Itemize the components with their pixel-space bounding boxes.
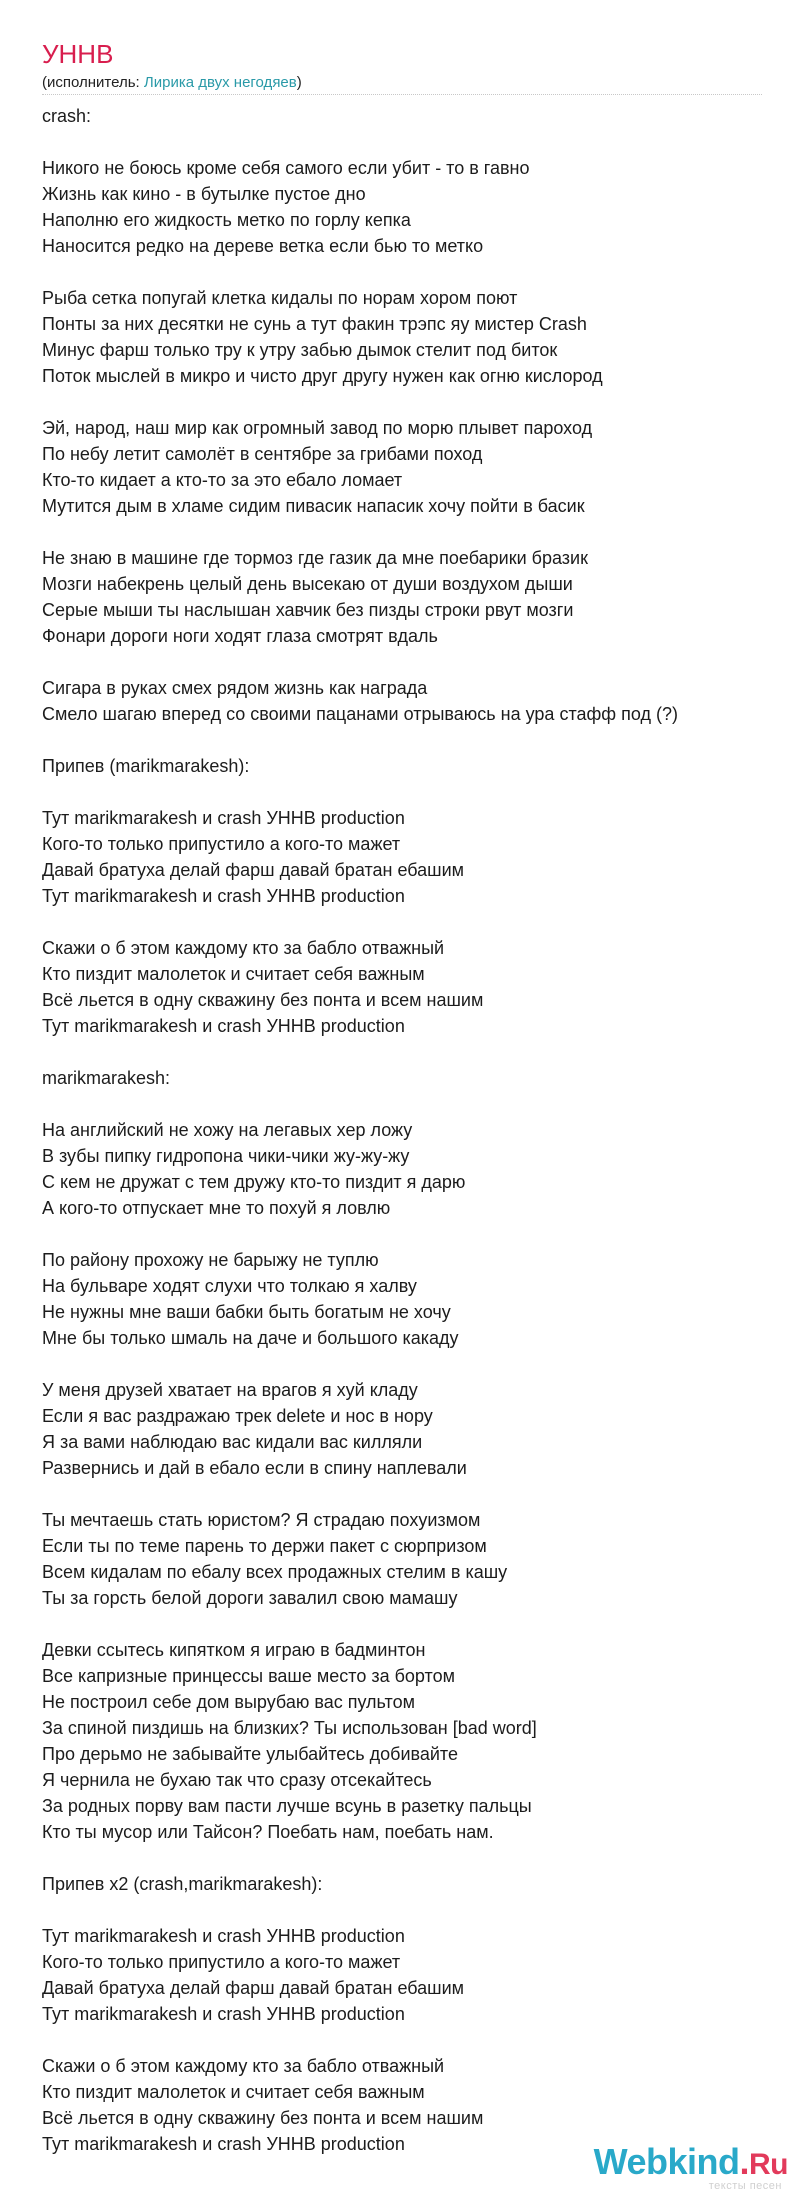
lyric-line: Понты за них десятки не сунь а тут факин трэпс яу мистер Crash <box>42 314 587 334</box>
lyric-blank-line <box>42 909 762 935</box>
lyric-line: Сигара в руках смех рядом жизнь как награда <box>42 678 428 698</box>
song-title: УННВ <box>42 39 114 69</box>
lyric-blank-line <box>42 1897 762 1923</box>
lyric-line: Если я вас раздражаю трек delete и нос в нору <box>42 1406 433 1426</box>
lyric-line: Развернись и дай в ебало если в спину наплевали <box>42 1458 467 1478</box>
lyric-line: Кто пиздит малолеток и считает себя важным <box>42 964 425 984</box>
logo-subtitle: тексты песен <box>708 2180 782 2192</box>
logo-kind: kind <box>667 2141 740 2182</box>
lyric-blank-line <box>42 129 762 155</box>
lyric-blank-line <box>42 1845 762 1871</box>
lyric-line: Минус фарш только тру к утру забью дымок стелит под биток <box>42 340 558 360</box>
lyric-line: Кого-то только припустило а кого-то мажет <box>42 1952 401 1972</box>
lyric-line: Не нужны мне ваши бабки быть богатым не хочу <box>42 1302 451 1322</box>
lyric-line: Тут marikmarakesh и crash УННВ production <box>42 886 405 906</box>
lyric-line: Жизнь как кино - в бутылке пустое дно <box>42 184 366 204</box>
lyric-blank-line <box>42 389 762 415</box>
lyric-blank-line <box>42 1351 762 1377</box>
lyric-line: Эй, народ, наш мир как огромный завод по морю плывет пароход <box>42 418 593 438</box>
artist-line <box>42 73 302 93</box>
lyric-line: Поток мыслей в микро и чисто друг другу нужен как огню кислород <box>42 366 603 386</box>
lyric-line: С кем не дружат с тем дружу кто-то пиздит я дарю <box>42 1172 466 1192</box>
lyric-line: Все капризные принцессы ваше место за бортом <box>42 1666 455 1686</box>
divider <box>42 94 762 95</box>
lyric-blank-line <box>42 1091 762 1117</box>
lyric-blank-line <box>42 1481 762 1507</box>
lyric-line: Скажи о б этом каждому кто за бабло отважный <box>42 2056 445 2076</box>
artist-suffix: ) <box>296 74 302 91</box>
lyric-blank-line <box>42 2027 762 2053</box>
lyric-line: crash: <box>42 106 92 126</box>
lyric-line: Мозги набекрень целый день высекаю от души воздухом дыши <box>42 574 573 594</box>
lyric-line: Я за вами наблюдаю вас кидали вас килляли <box>42 1432 423 1452</box>
lyric-line: Не построил себе дом вырубаю вас пультом <box>42 1692 415 1712</box>
lyric-blank-line <box>42 259 762 285</box>
logo-ru: Ru <box>749 2148 788 2181</box>
lyric-line: По небу летит самолёт в сентябре за грибами поход <box>42 444 483 464</box>
lyric-line: Рыба сетка попугай клетка кидалы по норам хором поют <box>42 288 518 308</box>
lyric-blank-line <box>42 1611 762 1637</box>
lyric-line: Не знаю в машине где тормоз где газик да мне поебарики бразик <box>42 548 588 568</box>
lyric-line: Я чернила не бухаю так что сразу отсекайтесь <box>42 1770 432 1790</box>
lyric-line: Кто-то кидает а кто-то за это ебало ломает <box>42 470 403 490</box>
lyric-line: На бульваре ходят слухи что толкаю я халву <box>42 1276 417 1296</box>
lyric-line: Тут marikmarakesh и crash УННВ production <box>42 1016 405 1036</box>
lyric-line: Серые мыши ты наслышан хавчик без пизды строки рвут мозги <box>42 600 574 620</box>
lyric-line: Наполню его жидкость метко по горлу кепка <box>42 210 411 230</box>
lyric-line: Всё льется в одну скважину без понта и всем нашим <box>42 990 484 1010</box>
lyric-line: Тут marikmarakesh и crash УННВ production <box>42 2004 405 2024</box>
lyrics-block <box>42 103 762 2157</box>
lyric-blank-line <box>42 1221 762 1247</box>
lyric-line: Смело шагаю вперед со своими пацанами отрываюсь на ура стафф под (?) <box>42 704 678 724</box>
lyric-blank-line <box>42 727 762 753</box>
artist-link[interactable]: Лирика двух негодяев <box>143 74 297 91</box>
lyric-line: Мне бы только шмаль на даче и большого какаду <box>42 1328 459 1348</box>
artist-prefix: (исполнитель: <box>42 74 144 91</box>
lyric-line: Если ты по теме парень то держи пакет с сюрпризом <box>42 1536 487 1556</box>
lyric-line: Давай братуха делай фарш давай братан ебашим <box>42 860 465 880</box>
webkind-logo[interactable] <box>588 2142 788 2192</box>
lyric-line: Припев x2 (crash,marikmarakesh): <box>42 1874 323 1894</box>
lyric-blank-line <box>42 779 762 805</box>
logo-dot: . <box>739 2141 749 2182</box>
lyric-line: Кто ты мусор или Тайсон? Поебать нам, поебать нам. <box>42 1822 494 1842</box>
logo-web: Web <box>593 2141 668 2182</box>
lyric-line: Фонари дороги ноги ходят глаза смотрят вдаль <box>42 626 438 646</box>
lyric-blank-line <box>42 649 762 675</box>
lyric-line: А кого-то отпускает мне то похуй я ловлю <box>42 1198 391 1218</box>
lyric-blank-line <box>42 1039 762 1065</box>
lyric-line: Припев (marikmarakesh): <box>42 756 250 776</box>
lyric-line: Наносится редко на дереве ветка если бью то метко <box>42 236 484 256</box>
lyric-line: Всё льется в одну скважину без понта и всем нашим <box>42 2108 484 2128</box>
lyric-line: Кого-то только припустило а кого-то мажет <box>42 834 401 854</box>
lyric-line: Давай братуха делай фарш давай братан ебашим <box>42 1978 465 1998</box>
lyric-line: marikmarakesh: <box>42 1068 171 1088</box>
lyric-line: По району прохожу не барыжу не туплю <box>42 1250 379 1270</box>
lyric-line: На английский не хожу на легавых хер ложу <box>42 1120 413 1140</box>
lyric-line: Тут marikmarakesh и crash УННВ production <box>42 1926 405 1946</box>
lyric-line: Всем кидалам по ебалу всех продажных стелим в кашу <box>42 1562 508 1582</box>
lyric-line: У меня друзей хватает на врагов я хуй кладу <box>42 1380 418 1400</box>
lyric-line: Девки ссытесь кипятком я играю в бадминтон <box>42 1640 426 1660</box>
lyric-line: Тут marikmarakesh и crash УННВ production <box>42 2134 405 2154</box>
lyric-line: Кто пиздит малолеток и считает себя важным <box>42 2082 425 2102</box>
lyric-line: Скажи о б этом каждому кто за бабло отважный <box>42 938 445 958</box>
lyric-line: За родных порву вам пасти лучше всунь в разетку пальцы <box>42 1796 532 1816</box>
lyric-line: Мутится дым в хламе сидим пивасик напасик хочу пойти в басик <box>42 496 585 516</box>
lyric-line: Тут marikmarakesh и crash УННВ production <box>42 808 405 828</box>
lyric-blank-line <box>42 519 762 545</box>
lyric-line: За спиной пиздишь на близких? Ты использован [bad word] <box>42 1718 537 1738</box>
lyric-line: Никого не боюсь кроме себя самого если убит - то в гавно <box>42 158 530 178</box>
lyric-line: В зубы пипку гидропона чики-чики жу-жу-жу <box>42 1146 410 1166</box>
lyric-line: Ты мечтаешь стать юристом? Я страдаю похуизмом <box>42 1510 481 1530</box>
lyric-line: Про дерьмо не забывайте улыбайтесь добивайте <box>42 1744 458 1764</box>
logo-wordmark <box>594 2142 788 2185</box>
lyric-line: Ты за горсть белой дороги завалил свою мамашу <box>42 1588 458 1608</box>
